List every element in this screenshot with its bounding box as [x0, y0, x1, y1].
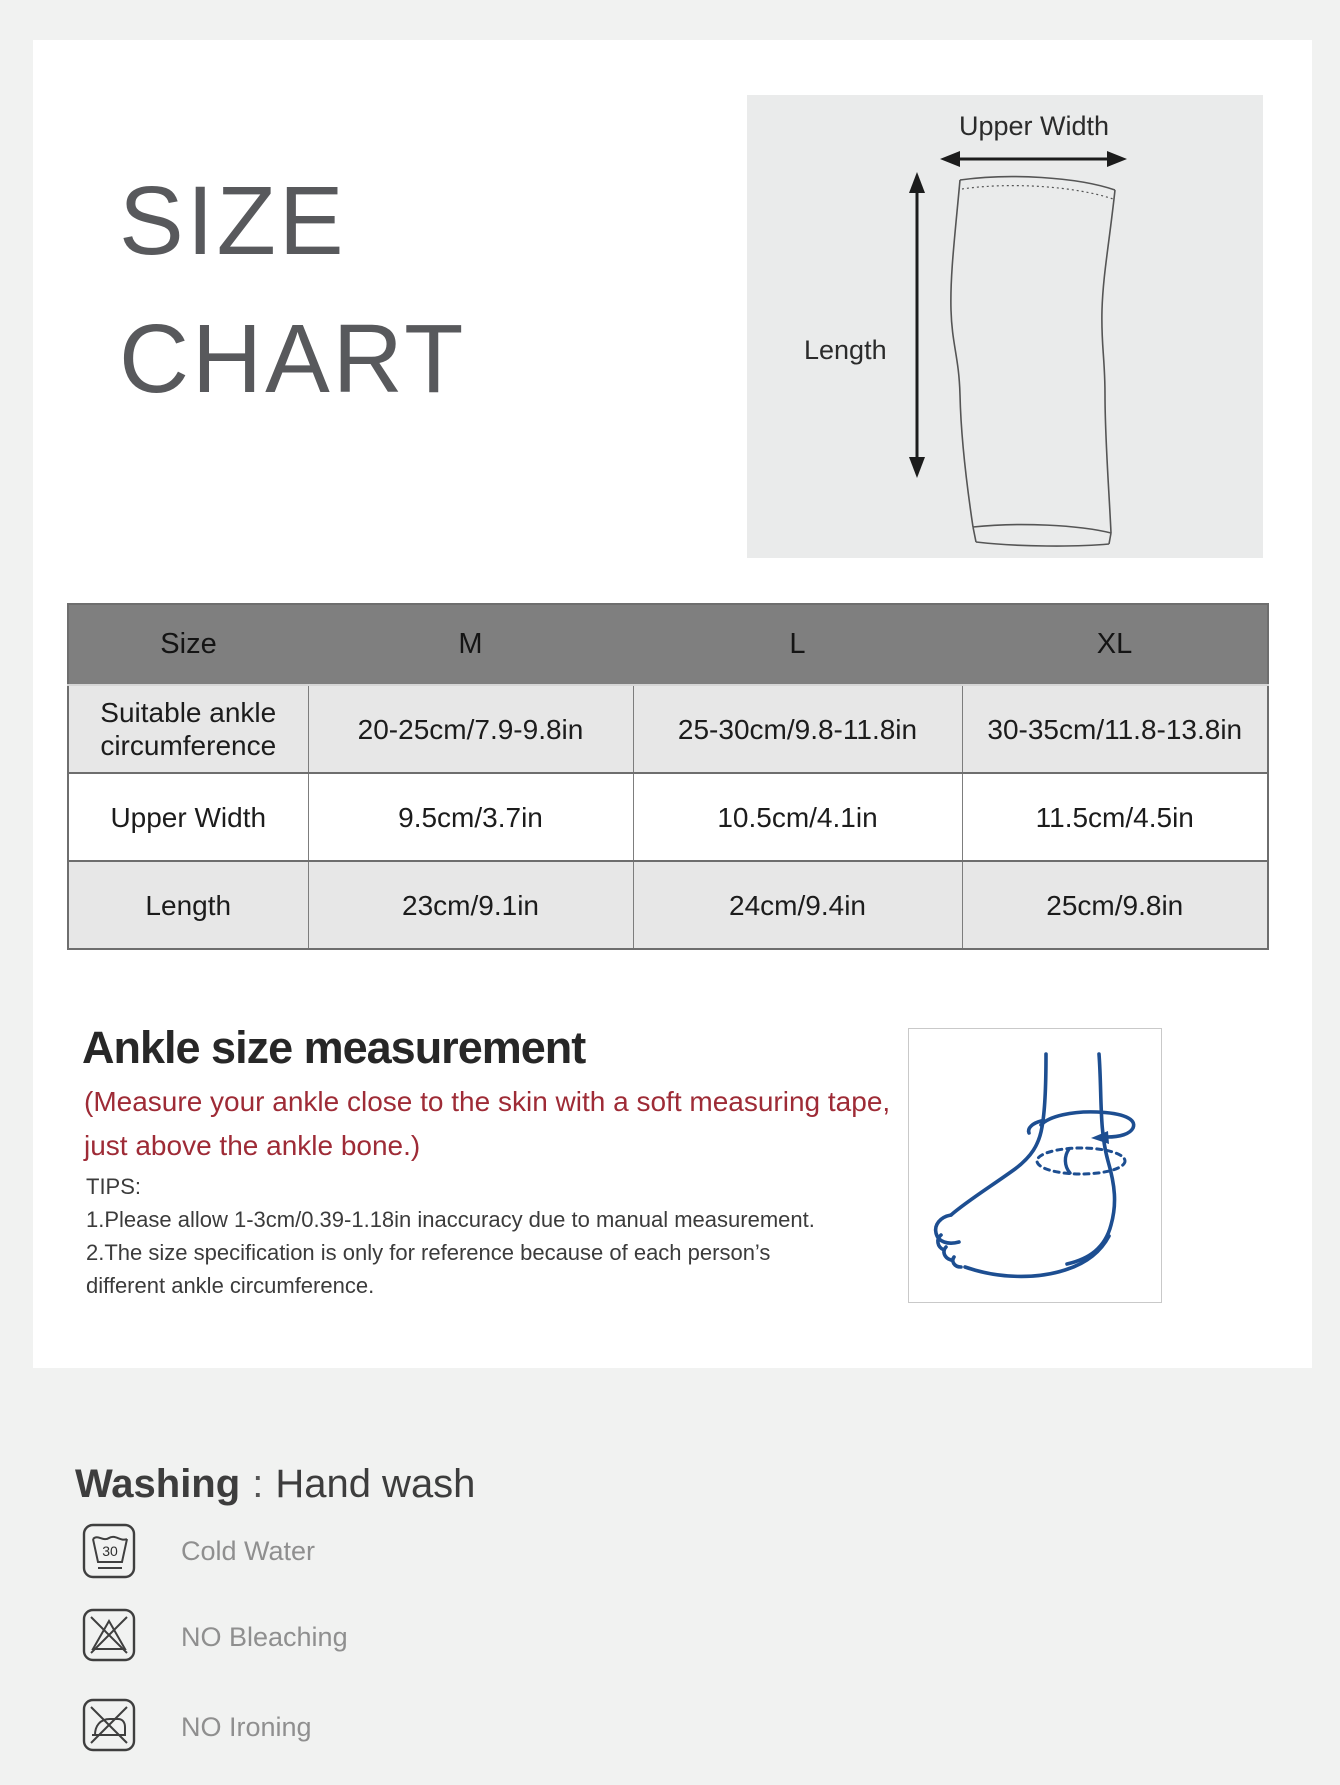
tip-3: different ankle circumference. — [86, 1273, 375, 1298]
sleeve-outline-drawing — [747, 95, 1263, 558]
page-title-line2: CHART — [119, 304, 467, 413]
foot-icon — [909, 1029, 1161, 1302]
table-row-upper-width — [68, 773, 1268, 861]
cell-xl: 11.5cm/4.5in — [962, 773, 1268, 861]
wash-instruction-cold-water — [82, 1522, 315, 1580]
col-header-m: M — [308, 604, 633, 685]
measurement-heading: Ankle size measurement — [82, 1022, 586, 1073]
cell-l: 25-30cm/9.8-11.8in — [633, 685, 962, 773]
washing-heading-colon: : — [252, 1462, 264, 1506]
wash-instruction-label: NO Ironing — [181, 1711, 312, 1742]
cell-l: 10.5cm/4.1in — [633, 773, 962, 861]
no-ironing-icon — [82, 1698, 136, 1756]
size-chart-card — [33, 40, 1312, 1368]
page-title-line1: SIZE — [119, 166, 347, 275]
col-header-size: Size — [68, 604, 308, 685]
cold-water-30-icon — [82, 1522, 136, 1580]
wash-instruction-label: NO Bleaching — [181, 1621, 348, 1652]
table-row-length — [68, 861, 1268, 949]
tip-2: 2.The size specification is only for reference because of each person’s — [86, 1240, 771, 1265]
upper-width-label: Upper Width — [958, 111, 1110, 141]
ankle-measure-illustration — [908, 1028, 1162, 1303]
tips-title: TIPS: — [86, 1174, 142, 1199]
row-label: Upper Width — [68, 773, 308, 861]
col-header-l: L — [633, 604, 962, 685]
cell-m: 9.5cm/3.7in — [308, 773, 633, 861]
table-row-circumference — [68, 685, 1268, 773]
washing-heading — [75, 1462, 475, 1507]
size-table-header-row — [68, 604, 1268, 685]
measurement-tips — [86, 1170, 815, 1302]
washing-heading-word: Washing — [75, 1462, 241, 1506]
cell-xl: 25cm/9.8in — [962, 861, 1268, 949]
wash-instruction-no-ironing — [82, 1698, 312, 1756]
cell-m: 20-25cm/7.9-9.8in — [308, 685, 633, 773]
cell-xl: 30-35cm/11.8-13.8in — [962, 685, 1268, 773]
temperature-badge: 30 — [102, 1543, 118, 1559]
wash-instruction-label: Cold Water — [181, 1535, 316, 1566]
measurement-note — [84, 1080, 890, 1168]
measurement-note-line1: (Measure your ankle close to the skin with a soft measuring tape, — [84, 1086, 891, 1117]
no-bleaching-icon — [82, 1608, 136, 1666]
row-label: Length — [68, 861, 308, 949]
wash-instruction-no-bleaching — [82, 1608, 348, 1666]
size-table — [67, 603, 1269, 950]
cell-m: 23cm/9.1in — [308, 861, 633, 949]
measurement-note-line2: just above the ankle bone.) — [84, 1130, 421, 1161]
row-label: Suitable ankle circumference — [68, 685, 308, 773]
tip-1: 1.Please allow 1-3cm/0.39-1.18in inaccuracy due to manual measurement. — [86, 1207, 815, 1232]
col-header-xl: XL — [962, 604, 1268, 685]
page-title — [119, 152, 466, 428]
length-label: Length — [804, 335, 887, 365]
washing-heading-method: Hand wash — [275, 1462, 476, 1506]
sleeve-diagram-panel — [747, 95, 1263, 558]
cell-l: 24cm/9.4in — [633, 861, 962, 949]
